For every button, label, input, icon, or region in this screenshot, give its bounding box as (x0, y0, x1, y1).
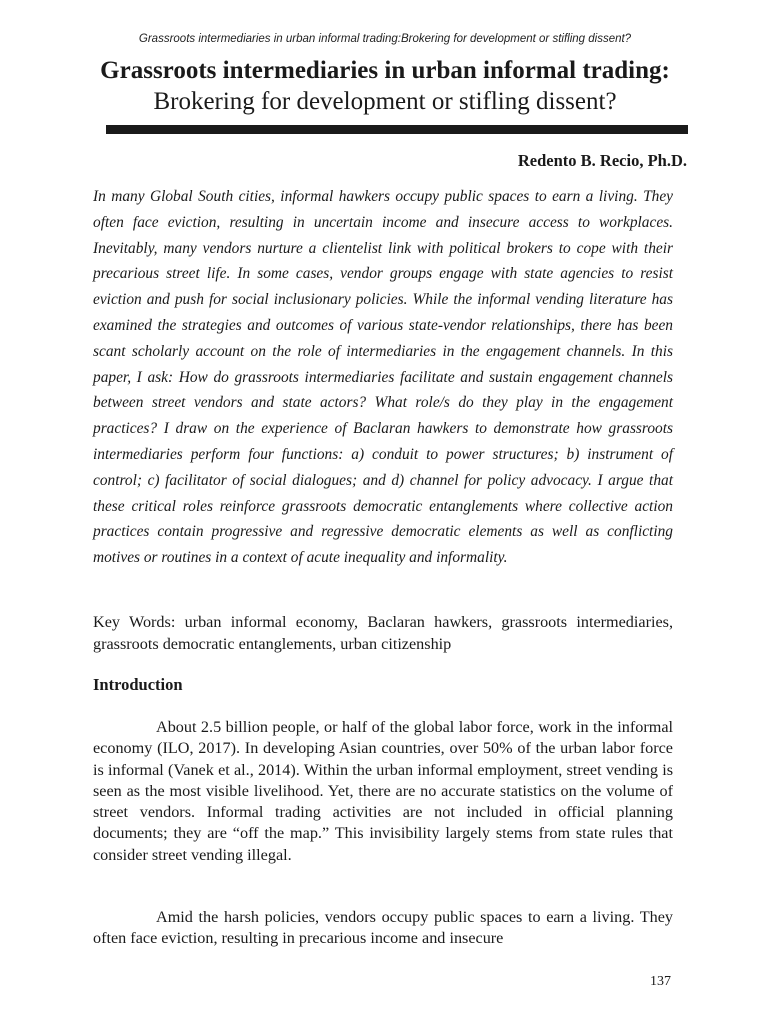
paper-title: Grassroots intermediaries in urban informal trading: (100, 57, 670, 84)
title-divider (106, 125, 688, 134)
abstract: In many Global South cities, informal hawkers occupy public spaces to earn a living. They often face eviction, resulting in uncertain income and insecure access to workplaces. Inevitably, many vendors nurture a clientelist link with political brokers to cope with their precarious street life. In some cases, vendor groups engage with state agencies to resist eviction and push for social inclusionary policies. While the informal vending literature has examined the strategies and outcomes of various state-vendor relationships, there has been scant scholarly account on the role of intermediaries in the engagement channels. In this paper, I ask: How do grassroots intermediaries facilitate and sustain engagement channels between street vendors and state actors? What role/s do they play in the engagement practices? I draw on the experience of Baclaran hawkers to demonstrate how grassroots intermediaries perform four functions: a) conduit to power structures; b) instrument of control; c) facilitator of social dialogues; and d) channel for policy advocacy. I argue that these critical roles reinforce grassroots democratic entanglements where collective action practices contain progressive and regressive democratic elements as well as conflicting motives or routines in a context of acute inequality and informality. (93, 188, 673, 567)
body-paragraph: About 2.5 billion people, or half of the global labor force, work in the informal economy (ILO, 2017). In developing Asian countries, over 50% of the urban labor force is informal (Vanek et al., 2014). Within the urban informal employment, street vending is seen as the most visible livelihood. Yet, there are no accurate statistics on the volume of street vendors. Informal trading activities are not included in official planning documents; they are “off the map.” This invisibility largely stems from state rules that consider street vending illegal. (93, 718, 673, 864)
section-heading-introduction: Introduction (93, 675, 183, 694)
author-name: Redento B. Recio, Ph.D. (517, 151, 687, 170)
paper-subtitle: Brokering for development or stifling dissent? (153, 88, 617, 115)
body-paragraph: Amid the harsh policies, vendors occupy public spaces to earn a living. They often face eviction, resulting in precarious income and insecure (93, 908, 673, 948)
keywords: Key Words: urban informal economy, Baclaran hawkers, grassroots intermediaries, grassroots democratic entanglements, urban citizenship (93, 613, 673, 653)
page-number: 137 (650, 974, 671, 989)
running-header: Grassroots intermediaries in urban informal trading:Brokering for development or stifling dissent? (138, 33, 632, 45)
